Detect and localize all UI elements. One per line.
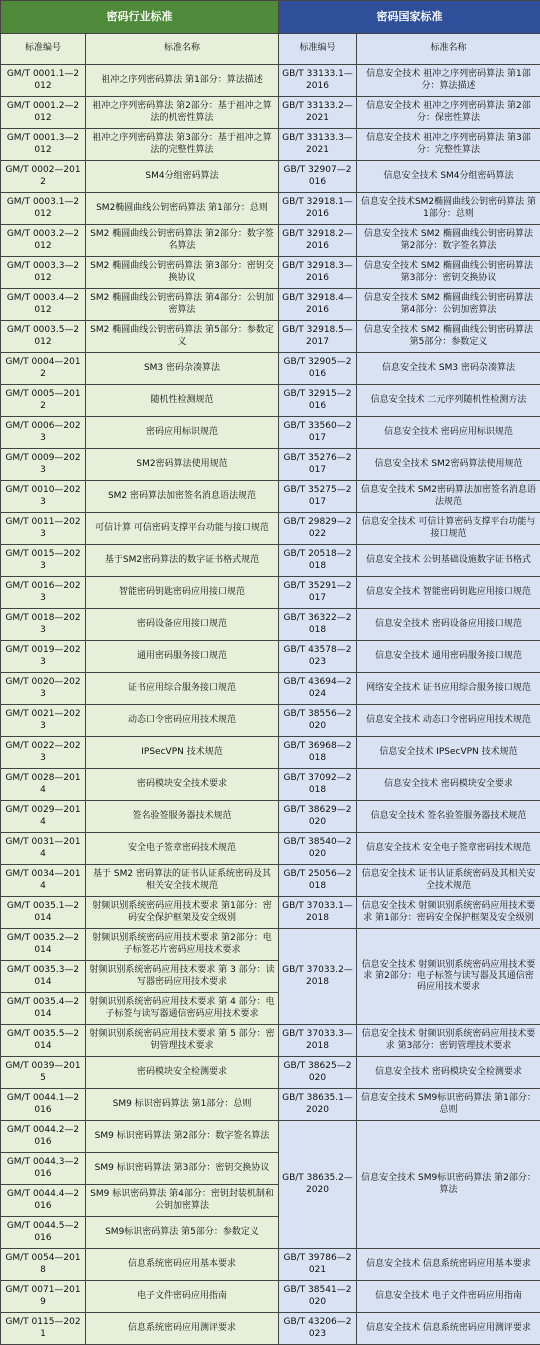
gb-standard-name: 信息安全技术 射频识别系统密码应用技术要求 第2部分：电子标签与读写器及其通信密码应用技术要求 bbox=[357, 929, 540, 1025]
gm-standard-name: 信息系统密码应用基本要求 bbox=[86, 1249, 279, 1281]
gm-standard-name: 智能密码钥匙密码应用接口规范 bbox=[86, 577, 279, 609]
gb-standard-name: 信息安全技术 祖冲之序列密码算法 第1部分：算法描述 bbox=[357, 65, 540, 97]
gm-standard-name: 祖冲之序列密码算法 第1部分：算法描述 bbox=[86, 65, 279, 97]
gm-standard-number: GM/T 0003.3—2012 bbox=[1, 257, 86, 289]
gb-standard-number: GB/T 36322—2018 bbox=[279, 609, 357, 641]
gb-standard-name: 信息安全技术 SM9标识密码算法 第1部分：总则 bbox=[357, 1089, 540, 1121]
gb-standard-number: GB/T 43694—2024 bbox=[279, 673, 357, 705]
gb-standard-name: 信息安全技术 签名验签服务器技术规范 bbox=[357, 801, 540, 833]
table-row bbox=[1, 1121, 540, 1153]
gm-standard-name: SM9 标识密码算法 第2部分：数字签名算法 bbox=[86, 1121, 279, 1153]
gb-standard-name: 信息安全技术 可信计算密码支撑平台功能与接口规范 bbox=[357, 513, 540, 545]
gm-standard-number: GM/T 0035.4—2014 bbox=[1, 993, 86, 1025]
gb-standard-number: GB/T 37033.3—2018 bbox=[279, 1025, 357, 1057]
gm-standard-number: GM/T 0044.5—2016 bbox=[1, 1217, 86, 1249]
gm-standard-number: GM/T 0035.3—2014 bbox=[1, 961, 86, 993]
table-row bbox=[1, 1249, 540, 1281]
gb-standard-name: 信息安全技术 二元序列随机性检测方法 bbox=[357, 385, 540, 417]
gm-standard-number: GM/T 0003.2—2012 bbox=[1, 225, 86, 257]
table-row bbox=[1, 833, 540, 865]
table-row bbox=[1, 65, 540, 97]
gb-standard-number: GB/T 32915—2016 bbox=[279, 385, 357, 417]
gm-standard-name: 基于 SM2 密码算法的证书认证系统密码及其相关安全技术规范 bbox=[86, 865, 279, 897]
gb-standard-name: 信息安全技术 SM3 密码杂凑算法 bbox=[357, 353, 540, 385]
gm-standard-name: 电子文件密码应用指南 bbox=[86, 1281, 279, 1313]
gb-standard-number: GB/T 37092—2018 bbox=[279, 769, 357, 801]
gb-standard-number: GB/T 43578—2023 bbox=[279, 641, 357, 673]
gb-standard-name: 信息安全技术 动态口令密码应用技术规范 bbox=[357, 705, 540, 737]
table-row bbox=[1, 865, 540, 897]
industry-standards-header: 密码行业标准 bbox=[1, 1, 279, 34]
gb-standard-number: GB/T 32918.5—2017 bbox=[279, 321, 357, 353]
table-row bbox=[1, 577, 540, 609]
gb-standard-name: 信息安全技术 SM2 椭圆曲线公钥密码算法 第5部分：参数定义 bbox=[357, 321, 540, 353]
gb-standard-number: GB/T 37033.2—2018 bbox=[279, 929, 357, 1025]
gb-standard-number: GB/T 38629—2020 bbox=[279, 801, 357, 833]
gm-standard-number: GM/T 0044.1—2016 bbox=[1, 1089, 86, 1121]
table-row bbox=[1, 481, 540, 513]
gm-standard-number: GM/T 0020—2023 bbox=[1, 673, 86, 705]
gb-standard-number: GB/T 20518—2018 bbox=[279, 545, 357, 577]
gb-standard-number: GB/T 32918.4—2016 bbox=[279, 289, 357, 321]
table-row bbox=[1, 385, 540, 417]
column-header-gm-name: 标准名称 bbox=[86, 34, 279, 65]
gm-standard-name: 密码设备应用接口规范 bbox=[86, 609, 279, 641]
gm-standard-number: GM/T 0034—2014 bbox=[1, 865, 86, 897]
gm-standard-number: GM/T 0054—2018 bbox=[1, 1249, 86, 1281]
table-row bbox=[1, 353, 540, 385]
gb-standard-name: 信息安全技术 SM2 椭圆曲线公钥密码算法 第3部分：密钥交换协议 bbox=[357, 257, 540, 289]
table-row bbox=[1, 257, 540, 289]
gb-standard-number: GB/T 33133.2—2021 bbox=[279, 97, 357, 129]
column-header-row bbox=[1, 34, 540, 65]
gm-standard-number: GM/T 0003.4—2012 bbox=[1, 289, 86, 321]
gb-standard-name: 信息安全技术 密码模块安全要求 bbox=[357, 769, 540, 801]
gm-standard-name: 密码模块安全技术要求 bbox=[86, 769, 279, 801]
table-row bbox=[1, 193, 540, 225]
gm-standard-name: SM2 椭圆曲线公钥密码算法 第5部分：参数定义 bbox=[86, 321, 279, 353]
gm-standard-number: GM/T 0039—2015 bbox=[1, 1057, 86, 1089]
gm-standard-number: GM/T 0003.1—2012 bbox=[1, 193, 86, 225]
table-row bbox=[1, 1313, 540, 1345]
gb-standard-number: GB/T 37033.1—2018 bbox=[279, 897, 357, 929]
gb-standard-name: 信息安全技术 密码模块安全检测要求 bbox=[357, 1057, 540, 1089]
gb-standard-name: 信息安全技术 电子文件密码应用指南 bbox=[357, 1281, 540, 1313]
column-header-gb-number: 标准编号 bbox=[279, 34, 357, 65]
table-row bbox=[1, 545, 540, 577]
gb-standard-name: 信息安全技术 射频识别系统密码应用技术要求 第1部分：密码安全保护框架及安全级别 bbox=[357, 897, 540, 929]
gm-standard-number: GM/T 0001.2—2012 bbox=[1, 97, 86, 129]
gm-standard-number: GM/T 0035.1—2014 bbox=[1, 897, 86, 929]
gb-standard-number: GB/T 38635.1—2020 bbox=[279, 1089, 357, 1121]
gb-standard-name: 信息安全技术 SM2 椭圆曲线公钥密码算法 第4部分：公钥加密算法 bbox=[357, 289, 540, 321]
gb-standard-name: 信息安全技术 密码应用标识规范 bbox=[357, 417, 540, 449]
gm-standard-name: 祖冲之序列密码算法 第3部分：基于祖冲之算法的完整性算法 bbox=[86, 129, 279, 161]
gm-standard-name: 签名验签服务器技术规范 bbox=[86, 801, 279, 833]
gb-standard-number: GB/T 35291—2017 bbox=[279, 577, 357, 609]
gm-standard-number: GM/T 0044.2—2016 bbox=[1, 1121, 86, 1153]
column-header-gb-name: 标准名称 bbox=[357, 34, 540, 65]
gb-standard-number: GB/T 33133.1—2016 bbox=[279, 65, 357, 97]
gb-standard-number: GB/T 33133.3—2021 bbox=[279, 129, 357, 161]
gb-standard-number: GB/T 25056—2018 bbox=[279, 865, 357, 897]
table-row bbox=[1, 769, 540, 801]
gb-standard-name: 信息安全技术 SM2密码算法使用规范 bbox=[357, 449, 540, 481]
gm-standard-number: GM/T 0029—2014 bbox=[1, 801, 86, 833]
gm-standard-number: GM/T 0022—2023 bbox=[1, 737, 86, 769]
table-row bbox=[1, 289, 540, 321]
gb-standard-number: GB/T 32918.3—2016 bbox=[279, 257, 357, 289]
gm-standard-name: 信息系统密码应用测评要求 bbox=[86, 1313, 279, 1345]
gm-standard-name: SM2 椭圆曲线公钥密码算法 第4部分：公钥加密算法 bbox=[86, 289, 279, 321]
gm-standard-name: SM9标识密码算法 第5部分：参数定义 bbox=[86, 1217, 279, 1249]
gb-standard-name: 信息安全技术 公钥基础设施数字证书格式 bbox=[357, 545, 540, 577]
gb-standard-name: 信息安全技术 智能密码钥匙应用接口规范 bbox=[357, 577, 540, 609]
gb-standard-number: GB/T 32905—2016 bbox=[279, 353, 357, 385]
gm-standard-number: GM/T 0009—2023 bbox=[1, 449, 86, 481]
national-standards-header: 密码国家标准 bbox=[279, 1, 540, 34]
gb-standard-name: 信息安全技术SM2椭圆曲线公钥密码算法 第1部分：总则 bbox=[357, 193, 540, 225]
gm-standard-number: GM/T 0010—2023 bbox=[1, 481, 86, 513]
gm-standard-name: 射频识别系统密码应用技术要求 第 5 部分：密钥管理技术要求 bbox=[86, 1025, 279, 1057]
table-row bbox=[1, 513, 540, 545]
gb-standard-name: 信息安全技术 密码设备应用接口规范 bbox=[357, 609, 540, 641]
gm-standard-name: 基于SM2密码算法的数字证书格式规范 bbox=[86, 545, 279, 577]
gm-standard-name: SM3 密码杂凑算法 bbox=[86, 353, 279, 385]
gb-standard-number: GB/T 38625—2020 bbox=[279, 1057, 357, 1089]
gm-standard-number: GM/T 0002—2012 bbox=[1, 161, 86, 193]
gb-standard-number: GB/T 43206—2023 bbox=[279, 1313, 357, 1345]
table-row bbox=[1, 737, 540, 769]
gb-standard-number: GB/T 33560—2017 bbox=[279, 417, 357, 449]
gm-standard-number: GM/T 0019—2023 bbox=[1, 641, 86, 673]
gb-standard-name: 信息安全技术 信息系统密码应用测评要求 bbox=[357, 1313, 540, 1345]
table-row bbox=[1, 609, 540, 641]
table-row bbox=[1, 129, 540, 161]
table-row bbox=[1, 1025, 540, 1057]
table-body bbox=[1, 34, 540, 1345]
table-row bbox=[1, 801, 540, 833]
gb-standard-number: GB/T 39786—2021 bbox=[279, 1249, 357, 1281]
gm-standard-name: SM2密码算法使用规范 bbox=[86, 449, 279, 481]
gm-standard-name: SM2 密码算法加密签名消息语法规范 bbox=[86, 481, 279, 513]
gb-standard-name: 信息安全技术 SM9标识密码算法 第2部分：算法 bbox=[357, 1121, 540, 1249]
gb-standard-name: 信息安全技术 SM2 椭圆曲线公钥密码算法 第2部分：数字签名算法 bbox=[357, 225, 540, 257]
gb-standard-number: GB/T 35276—2017 bbox=[279, 449, 357, 481]
gm-standard-name: SM2椭圆曲线公钥密码算法 第1部分：总则 bbox=[86, 193, 279, 225]
gm-standard-name: SM9 标识密码算法 第3部分：密钥交换协议 bbox=[86, 1153, 279, 1185]
gm-standard-number: GM/T 0035.2—2014 bbox=[1, 929, 86, 961]
gm-standard-number: GM/T 0035.5—2014 bbox=[1, 1025, 86, 1057]
gb-standard-name: 信息安全技术 射频识别系统密码应用技术要求 第3部分：密钥管理技术要求 bbox=[357, 1025, 540, 1057]
gm-standard-number: GM/T 0031—2014 bbox=[1, 833, 86, 865]
gb-standard-number: GB/T 38635.2—2020 bbox=[279, 1121, 357, 1249]
gm-standard-number: GM/T 0004—2012 bbox=[1, 353, 86, 385]
gb-standard-name: 信息安全技术 安全电子签章密码技术规范 bbox=[357, 833, 540, 865]
gm-standard-name: 射频识别系统密码应用技术要求 第2部分：电子标签芯片密码应用技术要求 bbox=[86, 929, 279, 961]
gm-standard-number: GM/T 0005—2012 bbox=[1, 385, 86, 417]
gb-standard-number: GB/T 32918.1—2016 bbox=[279, 193, 357, 225]
gb-standard-name: 信息安全技术 通用密码服务接口规范 bbox=[357, 641, 540, 673]
table-row bbox=[1, 673, 540, 705]
table-row bbox=[1, 449, 540, 481]
table-row bbox=[1, 1089, 540, 1121]
gm-standard-number: GM/T 0071—2019 bbox=[1, 1281, 86, 1313]
gb-standard-name: 信息安全技术 SM4分组密码算法 bbox=[357, 161, 540, 193]
table-row bbox=[1, 1281, 540, 1313]
gb-standard-number: GB/T 29829—2022 bbox=[279, 513, 357, 545]
gm-standard-number: GM/T 0001.3—2012 bbox=[1, 129, 86, 161]
gb-standard-number: GB/T 38541—2020 bbox=[279, 1281, 357, 1313]
gm-standard-number: GM/T 0016—2023 bbox=[1, 577, 86, 609]
gm-standard-name: IPSecVPN 技术规范 bbox=[86, 737, 279, 769]
gm-standard-number: GM/T 0001.1—2012 bbox=[1, 65, 86, 97]
gm-standard-number: GM/T 0115—2021 bbox=[1, 1313, 86, 1345]
gb-standard-name: 信息安全技术 IPSecVPN 技术规范 bbox=[357, 737, 540, 769]
gm-standard-number: GM/T 0044.4—2016 bbox=[1, 1185, 86, 1217]
gm-standard-name: 随机性检测规范 bbox=[86, 385, 279, 417]
gm-standard-name: 祖冲之序列密码算法 第2部分：基于祖冲之算法的机密性算法 bbox=[86, 97, 279, 129]
table-row bbox=[1, 705, 540, 737]
gb-standard-name: 信息安全技术 SM2密码算法加密签名消息语法规范 bbox=[357, 481, 540, 513]
gm-standard-name: 动态口令密码应用技术规范 bbox=[86, 705, 279, 737]
gm-standard-number: GM/T 0028—2014 bbox=[1, 769, 86, 801]
gb-standard-name: 信息安全技术 信息系统密码应用基本要求 bbox=[357, 1249, 540, 1281]
gm-standard-name: 密码应用标识规范 bbox=[86, 417, 279, 449]
gb-standard-number: GB/T 35275—2017 bbox=[279, 481, 357, 513]
gm-standard-name: SM2 椭圆曲线公钥密码算法 第3部分：密钥交换协议 bbox=[86, 257, 279, 289]
gm-standard-name: SM2 椭圆曲线公钥密码算法 第2部分：数字签名算法 bbox=[86, 225, 279, 257]
gm-standard-name: 密码模块安全检测要求 bbox=[86, 1057, 279, 1089]
gm-standard-number: GM/T 0015—2023 bbox=[1, 545, 86, 577]
gm-standard-name: 证书应用综合服务接口规范 bbox=[86, 673, 279, 705]
gm-standard-name: SM9 标识密码算法 第4部分：密钥封装机制和公钥加密算法 bbox=[86, 1185, 279, 1217]
table-row bbox=[1, 321, 540, 353]
gb-standard-number: GB/T 38540—2020 bbox=[279, 833, 357, 865]
gm-standard-number: GM/T 0006—2023 bbox=[1, 417, 86, 449]
table-row bbox=[1, 417, 540, 449]
gm-standard-name: 安全电子签章密码技术规范 bbox=[86, 833, 279, 865]
gb-standard-number: GB/T 36968—2018 bbox=[279, 737, 357, 769]
table-row bbox=[1, 97, 540, 129]
table-row bbox=[1, 641, 540, 673]
gm-standard-number: GM/T 0011—2023 bbox=[1, 513, 86, 545]
gb-standard-number: GB/T 38556—2020 bbox=[279, 705, 357, 737]
gm-standard-name: SM4分组密码算法 bbox=[86, 161, 279, 193]
gm-standard-name: SM9 标识密码算法 第1部分：总则 bbox=[86, 1089, 279, 1121]
table-row bbox=[1, 225, 540, 257]
gm-standard-name: 射频识别系统密码应用技术要求 第1部分：密码安全保护框架及安全级别 bbox=[86, 897, 279, 929]
gm-standard-name: 通用密码服务接口规范 bbox=[86, 641, 279, 673]
gb-standard-name: 网络安全技术 证书应用综合服务接口规范 bbox=[357, 673, 540, 705]
table-row bbox=[1, 1057, 540, 1089]
gm-standard-name: 射频识别系统密码应用技术要求 第 3 部分：读写器密码应用技术要求 bbox=[86, 961, 279, 993]
gb-standard-name: 信息安全技术 祖冲之序列密码算法 第2部分：保密性算法 bbox=[357, 97, 540, 129]
gm-standard-number: GM/T 0018—2023 bbox=[1, 609, 86, 641]
gm-standard-number: GM/T 0003.5—2012 bbox=[1, 321, 86, 353]
gb-standard-name: 信息安全技术 祖冲之序列密码算法 第3部分：完整性算法 bbox=[357, 129, 540, 161]
table-row bbox=[1, 897, 540, 929]
gb-standard-number: GB/T 32918.2—2016 bbox=[279, 225, 357, 257]
table-row bbox=[1, 161, 540, 193]
gm-standard-name: 射频识别系统密码应用技术要求 第 4 部分：电子标签与读写器通信密码应用技术要求 bbox=[86, 993, 279, 1025]
gm-standard-name: 可信计算 可信密码支撑平台功能与接口规范 bbox=[86, 513, 279, 545]
gb-standard-name: 信息安全技术 证书认证系统密码及其相关安全技术规范 bbox=[357, 865, 540, 897]
gm-standard-number: GM/T 0044.3—2016 bbox=[1, 1153, 86, 1185]
table-row bbox=[1, 929, 540, 961]
gm-standard-number: GM/T 0021—2023 bbox=[1, 705, 86, 737]
column-header-gm-number: 标准编号 bbox=[1, 34, 86, 65]
gb-standard-number: GB/T 32907—2016 bbox=[279, 161, 357, 193]
